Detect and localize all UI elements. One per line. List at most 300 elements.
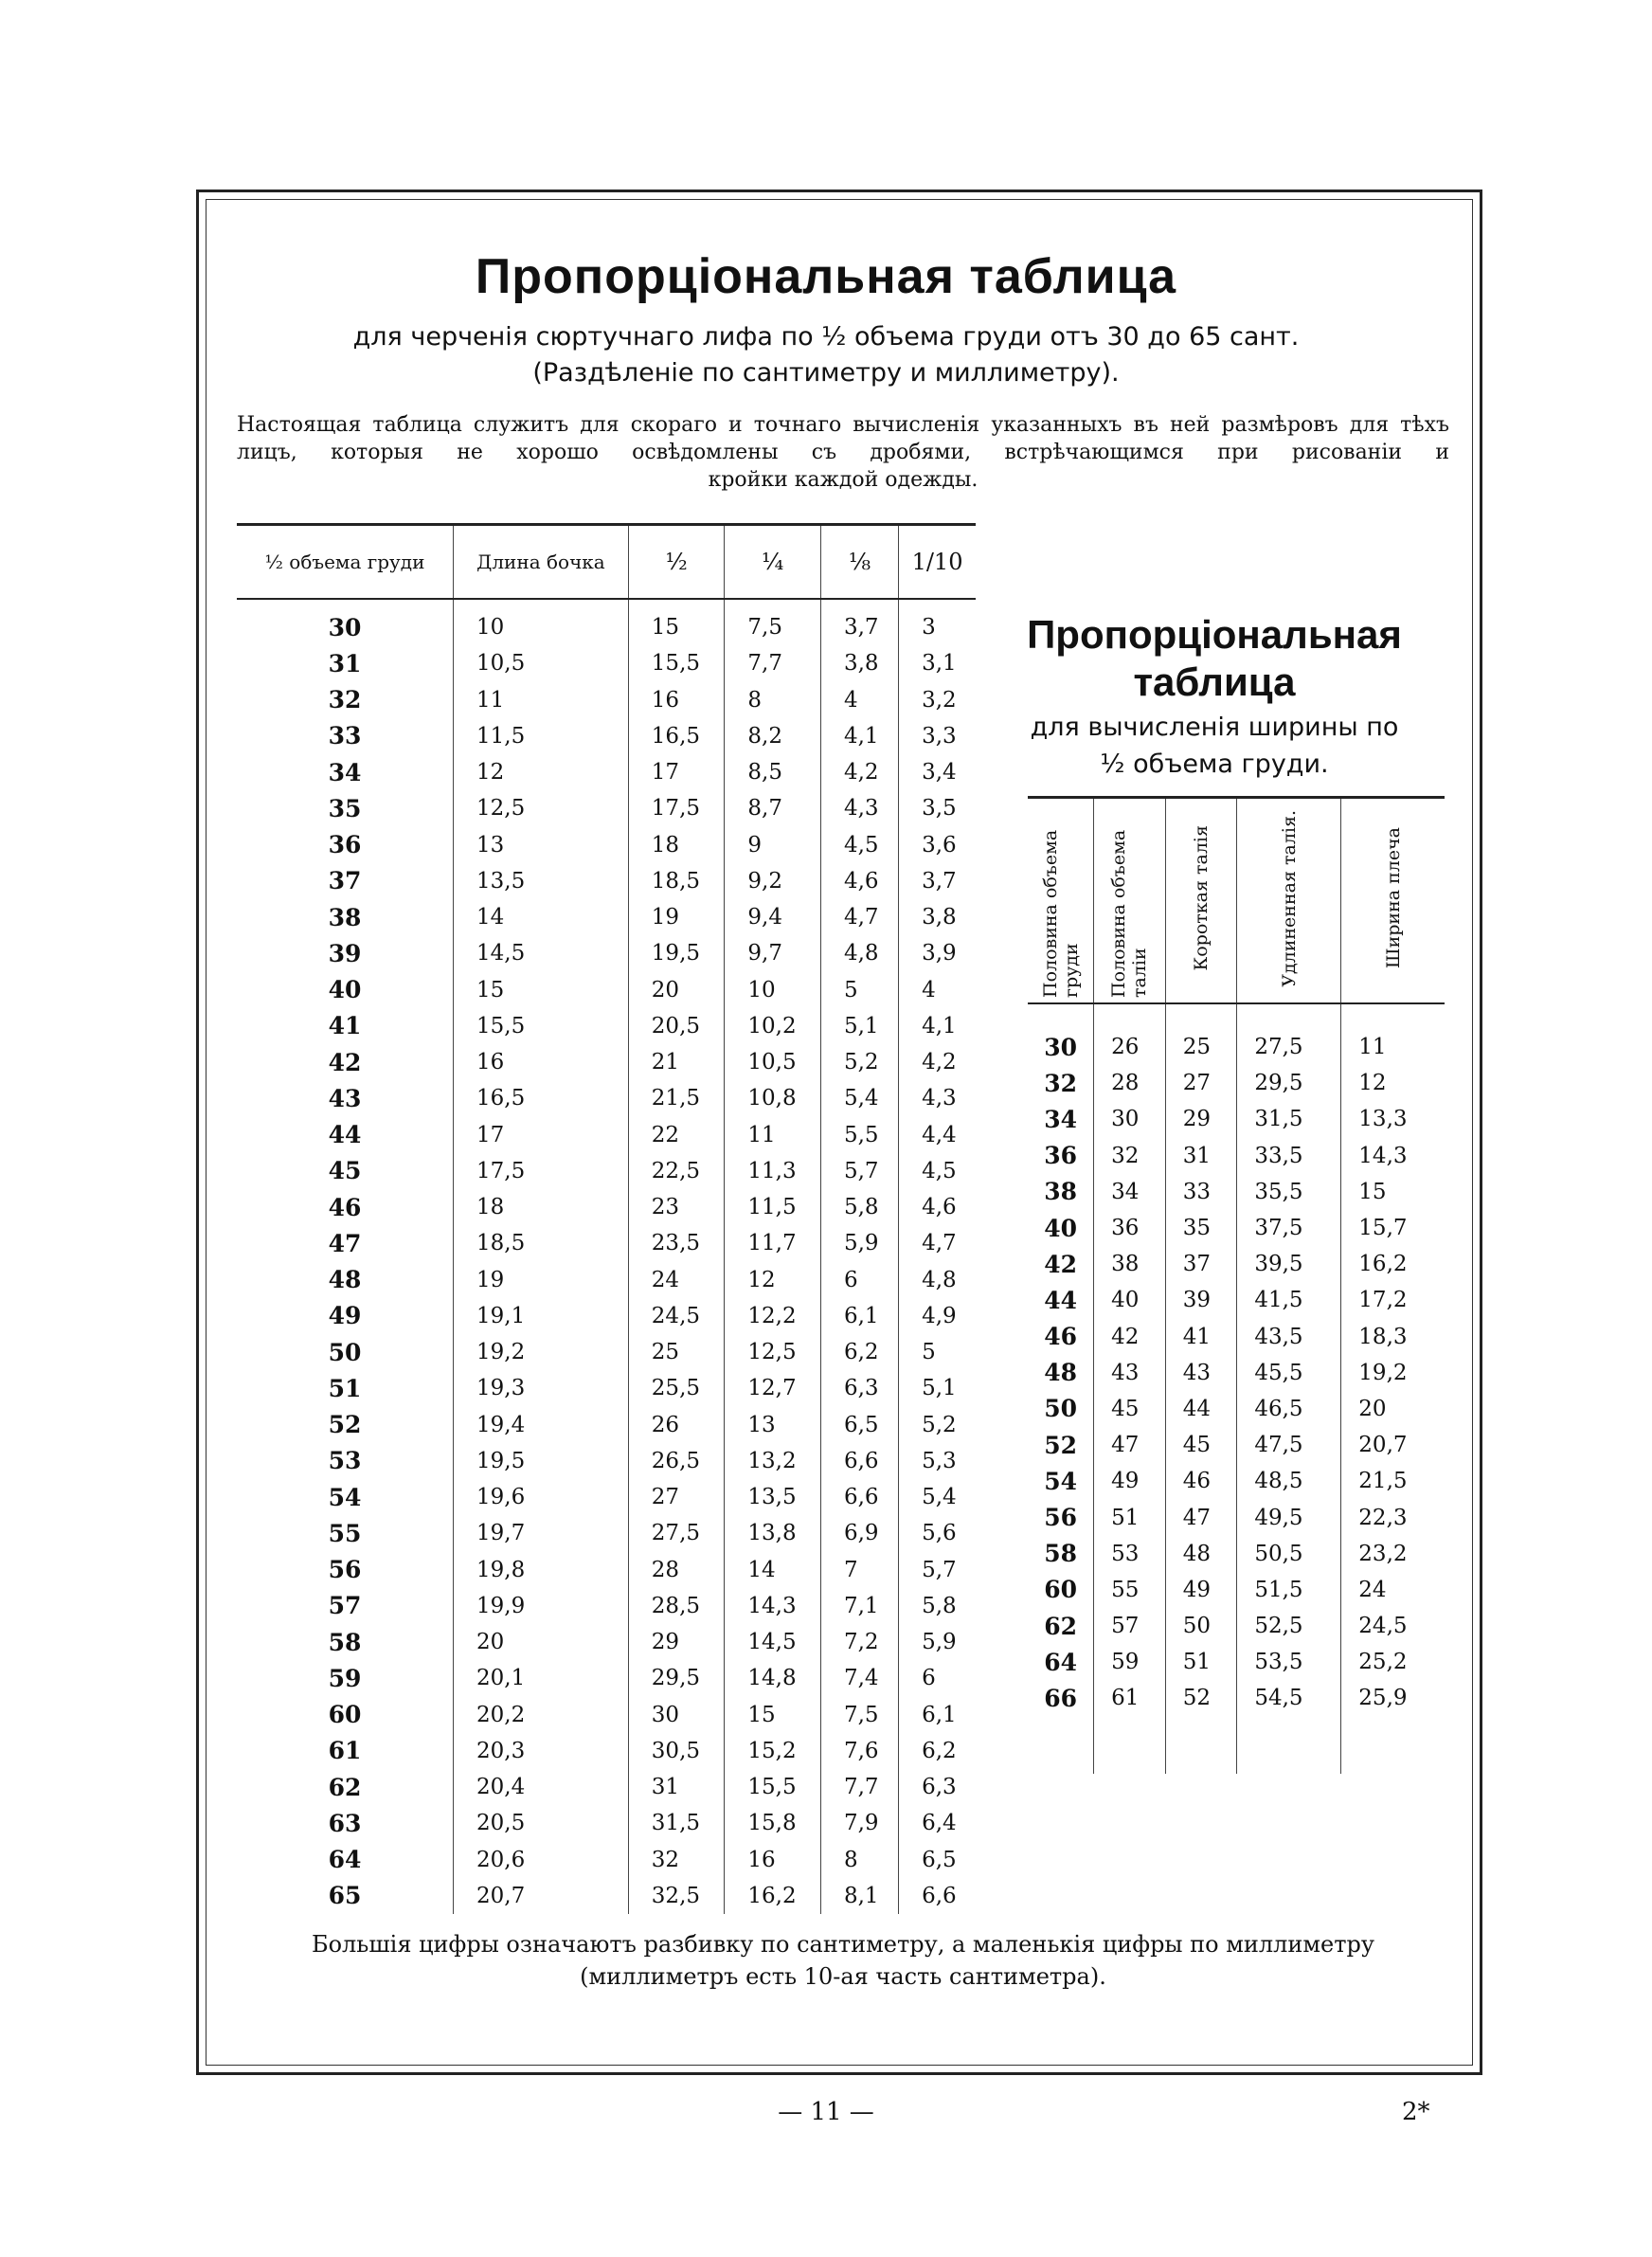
t1-cell: 4,7: [820, 899, 898, 935]
t2-cell: 59: [1094, 1644, 1166, 1680]
t1-cell: 32: [328, 686, 362, 714]
t1-cell: 4,1: [899, 1008, 976, 1044]
t2-cell: 17,2: [1341, 1282, 1445, 1318]
t2-cell: 40: [1094, 1282, 1166, 1318]
t1-cell: 7,5: [725, 599, 821, 645]
t1-cell: 31: [628, 1769, 725, 1805]
t1-cell: 64: [328, 1846, 362, 1874]
t1-cell: 20,3: [454, 1733, 629, 1769]
t2-cell: 44: [1044, 1286, 1077, 1314]
t2-cell: 39,5: [1237, 1246, 1341, 1282]
table-row: [237, 1588, 976, 1624]
t1-cell: 20,7: [454, 1878, 629, 1914]
t2-cell: 24: [1341, 1572, 1445, 1608]
t1-cell: 6,6: [820, 1479, 898, 1515]
table-row: [237, 899, 976, 935]
t2-header-4: [1341, 798, 1445, 1004]
t1-cell: 5,4: [820, 1080, 898, 1116]
t1-cell: 4,6: [820, 863, 898, 899]
side-table-subtitle: [1006, 709, 1423, 783]
table-row: [237, 1370, 976, 1406]
side-title-line-1: Пропорціональная: [1027, 612, 1402, 657]
t1-cell: 58: [328, 1628, 362, 1656]
footer-line-1: Большія цифры означаютъ разбивку по сантиметру, а маленькія цифры по миллиметру: [311, 1931, 1375, 1958]
t1-cell: 14,8: [725, 1660, 821, 1696]
t2-cell: 52: [1044, 1431, 1077, 1459]
t2-cell: 48,5: [1237, 1463, 1341, 1499]
table-row: [237, 1189, 976, 1225]
t1-cell: 14: [725, 1552, 821, 1588]
table-tail-spacer: [1028, 1717, 1445, 1774]
t1-cell: 48: [328, 1266, 362, 1294]
t1-cell: 6,2: [899, 1733, 976, 1769]
t1-cell: 5,9: [899, 1624, 976, 1660]
t1-cell: 5,9: [820, 1225, 898, 1261]
t1-header-label: 1/10: [911, 549, 963, 575]
t1-cell: 60: [328, 1701, 362, 1729]
t1-cell: 3,5: [899, 790, 976, 826]
t1-cell: 20,5: [628, 1008, 725, 1044]
table-row: [1028, 1608, 1445, 1644]
t1-cell: 11,7: [725, 1225, 821, 1261]
t2-cell: 29,5: [1237, 1065, 1341, 1101]
t2-cell: 43,5: [1237, 1319, 1341, 1355]
t1-cell: 21: [628, 1044, 725, 1080]
t1-cell: 6,5: [820, 1407, 898, 1443]
t1-cell: 7,1: [820, 1588, 898, 1624]
t2-cell: 46,5: [1237, 1391, 1341, 1427]
t1-cell: 20,4: [454, 1769, 629, 1805]
t2-cell: 19,2: [1341, 1355, 1445, 1391]
t1-cell: 10,5: [454, 645, 629, 681]
t2-cell: 22,3: [1341, 1499, 1445, 1535]
table-row: [237, 645, 976, 681]
t2-cell: 27: [1165, 1065, 1237, 1101]
t1-cell: 28: [628, 1552, 725, 1588]
t2-cell: 49: [1094, 1463, 1166, 1499]
t1-cell: 6,2: [820, 1334, 898, 1370]
t1-cell: 19: [628, 899, 725, 935]
t1-cell: 15: [725, 1697, 821, 1733]
t1-cell: 11,5: [454, 718, 629, 754]
t1-cell: 28,5: [628, 1588, 725, 1624]
t2-cell: 33: [1165, 1174, 1237, 1210]
t2-cell: 44: [1165, 1391, 1237, 1427]
t1-cell: 4,4: [899, 1117, 976, 1153]
t1-cell: 16: [725, 1842, 821, 1878]
t2-cell: 12: [1341, 1065, 1445, 1101]
t1-cell: 45: [328, 1157, 362, 1185]
t1-cell: 27,5: [628, 1515, 725, 1551]
table-row: [237, 1443, 976, 1479]
t2-cell: 28: [1094, 1065, 1166, 1101]
t1-cell: 43: [328, 1084, 362, 1112]
t1-cell: 11: [725, 1117, 821, 1153]
t1-cell: 10,2: [725, 1008, 821, 1044]
t1-cell: 34: [328, 758, 362, 786]
t1-cell: 18: [454, 1189, 629, 1225]
t1-cell: 47: [328, 1229, 362, 1257]
t1-cell: 19,2: [454, 1334, 629, 1370]
t1-cell: 32: [628, 1842, 725, 1878]
table-row: [1028, 1319, 1445, 1355]
t1-cell: 3,8: [899, 899, 976, 935]
t1-cell: 20: [628, 972, 725, 1008]
t2-cell: 54: [1044, 1467, 1077, 1495]
t2-cell: 24,5: [1341, 1608, 1445, 1644]
t1-cell: 16: [628, 682, 725, 718]
t2-cell: 49,5: [1237, 1499, 1341, 1535]
t1-cell: 10,5: [725, 1044, 821, 1080]
table-row: [237, 754, 976, 790]
t2-cell: 48: [1165, 1536, 1237, 1572]
t2-cell: 42: [1044, 1250, 1077, 1278]
t1-cell: 11: [454, 682, 629, 718]
t1-cell: 4,8: [820, 935, 898, 971]
t2-cell: 37: [1165, 1246, 1237, 1282]
table-row: [237, 599, 976, 645]
t1-cell: 4,9: [899, 1298, 976, 1334]
t2-cell: 46: [1165, 1463, 1237, 1499]
page-title: Пропорціональная таблица: [475, 249, 1177, 304]
subtitle-line-1: для черченія сюртучнаго лифа по ½ объема груди отъ 30 до 65 сант.: [352, 322, 1300, 352]
width-table: [1028, 796, 1445, 1774]
t1-cell: 6,3: [899, 1769, 976, 1805]
t2-header-0: [1028, 798, 1094, 1004]
table-row: [1028, 1463, 1445, 1499]
t1-cell: 5,3: [899, 1443, 976, 1479]
table-row: [237, 1334, 976, 1370]
t1-cell: 5,1: [899, 1370, 976, 1406]
t1-cell: 56: [328, 1556, 362, 1584]
t1-cell: 35: [328, 794, 362, 822]
t2-cell: 23,2: [1341, 1536, 1445, 1572]
t1-cell: 3,9: [899, 935, 976, 971]
t1-cell: 13,2: [725, 1443, 821, 1479]
t1-cell: 33: [328, 722, 362, 750]
t1-cell: 20,1: [454, 1660, 629, 1696]
table-row: [1028, 1138, 1445, 1174]
table-row: [237, 1117, 976, 1153]
t1-cell: 7,9: [820, 1805, 898, 1841]
table-row: [1028, 1680, 1445, 1716]
t1-cell: 19,5: [454, 1443, 629, 1479]
t2-cell: 43: [1165, 1355, 1237, 1391]
t1-cell: 51: [328, 1374, 362, 1402]
t1-cell: 31: [328, 649, 362, 677]
t1-cell: 4: [899, 972, 976, 1008]
t1-cell: 8,1: [820, 1878, 898, 1914]
table-row: [237, 1842, 976, 1878]
t1-cell: 63: [328, 1809, 362, 1837]
t1-cell: 23,5: [628, 1225, 725, 1261]
t2-cell: 56: [1044, 1504, 1077, 1532]
signature-mark: 2*: [1402, 2098, 1430, 2126]
t2-cell: 16,2: [1341, 1246, 1445, 1282]
table-row: [237, 1805, 976, 1841]
t1-cell: 7,6: [820, 1733, 898, 1769]
t2-cell: 27,5: [1237, 1003, 1341, 1065]
t1-cell: 6,6: [899, 1878, 976, 1914]
t1-header-0: [237, 525, 454, 600]
page-number: — 11 —: [778, 2098, 874, 2126]
t1-cell: 6,1: [899, 1697, 976, 1733]
t1-cell: 12,7: [725, 1370, 821, 1406]
t2-cell: 14,3: [1341, 1138, 1445, 1174]
table-row: [1028, 1101, 1445, 1137]
t2-cell: 45: [1094, 1391, 1166, 1427]
t2-header-1: [1094, 798, 1166, 1004]
t1-cell: 11,3: [725, 1153, 821, 1189]
t2-cell: 20: [1341, 1391, 1445, 1427]
t2-cell: 50: [1165, 1608, 1237, 1644]
t2-cell: 40: [1044, 1214, 1077, 1242]
side-title-line-2: таблица: [1133, 659, 1296, 704]
t1-cell: 6,3: [820, 1370, 898, 1406]
t2-cell: 25,2: [1341, 1644, 1445, 1680]
t1-cell: 6,1: [820, 1298, 898, 1334]
t1-cell: 38: [328, 903, 362, 931]
table-row: [237, 1660, 976, 1696]
t2-header-label: Половина объема таліи: [1108, 829, 1151, 998]
t2-cell: 58: [1044, 1540, 1077, 1568]
t1-cell: 25,5: [628, 1370, 725, 1406]
t1-cell: 30: [328, 613, 362, 641]
t2-cell: 45,5: [1237, 1355, 1341, 1391]
table-row: [237, 1298, 976, 1334]
t1-cell: 23: [628, 1189, 725, 1225]
t1-cell: 5,8: [899, 1588, 976, 1624]
table-row: [237, 682, 976, 718]
t1-cell: 12: [454, 754, 629, 790]
t1-cell: 19,9: [454, 1588, 629, 1624]
t2-cell: 37,5: [1237, 1210, 1341, 1246]
t2-cell: 52,5: [1237, 1608, 1341, 1644]
t2-spacer-cell: [1165, 1717, 1237, 1774]
table-row: [237, 1225, 976, 1261]
t1-cell: 4,5: [899, 1153, 976, 1189]
t1-cell: 5,5: [820, 1117, 898, 1153]
t1-cell: 19,7: [454, 1515, 629, 1551]
t1-cell: 5,2: [899, 1407, 976, 1443]
t1-cell: 8,7: [725, 790, 821, 826]
t2-cell: 20,7: [1341, 1427, 1445, 1463]
t2-cell: 38: [1094, 1246, 1166, 1282]
t2-cell: 34: [1094, 1174, 1166, 1210]
t2-cell: 38: [1044, 1178, 1077, 1206]
t1-cell: 19,5: [628, 935, 725, 971]
t2-cell: 29: [1165, 1101, 1237, 1137]
t1-cell: 22: [628, 1117, 725, 1153]
t1-header-4: [820, 525, 898, 600]
t1-cell: 7,2: [820, 1624, 898, 1660]
t1-cell: 18: [628, 827, 725, 863]
intro-text: Настоящая таблица служитъ для скораго и точнаго вычисленія указанныхъ въ ней размѣровъ для тѣхъ лицъ, которыя не хорошо освѣдомлены съ дробями, встрѣчающимся при рисованіи и: [237, 413, 1449, 464]
t1-cell: 9: [725, 827, 821, 863]
t1-cell: 29: [628, 1624, 725, 1660]
t1-cell: 3,7: [820, 599, 898, 645]
t2-cell: 66: [1044, 1684, 1077, 1712]
t1-cell: 15: [628, 599, 725, 645]
table-row: [237, 1262, 976, 1298]
t1-cell: 15: [454, 972, 629, 1008]
table-row: [1028, 1355, 1445, 1391]
table-row: [237, 1044, 976, 1080]
t1-header-label: ¼: [762, 549, 784, 575]
t1-cell: 13: [454, 827, 629, 863]
t1-cell: 49: [328, 1302, 362, 1330]
t2-cell: 41,5: [1237, 1282, 1341, 1318]
t1-cell: 17: [628, 754, 725, 790]
table-row: [237, 827, 976, 863]
t2-header-label: Удлиненная талія.: [1278, 809, 1300, 987]
t1-cell: 3: [899, 599, 976, 645]
t1-cell: 55: [328, 1519, 362, 1547]
t1-cell: 16,5: [628, 718, 725, 754]
intro-paragraph: [237, 411, 1449, 494]
t1-cell: 29,5: [628, 1660, 725, 1696]
table-row: [1028, 1391, 1445, 1427]
table-row: [237, 1479, 976, 1515]
intro-text-end: кройки каждой одежды.: [708, 468, 979, 492]
t1-cell: 18,5: [628, 863, 725, 899]
t2-cell: 42: [1094, 1319, 1166, 1355]
t1-cell: 3,1: [899, 645, 976, 681]
t1-header-2: [628, 525, 725, 600]
t1-cell: 50: [328, 1338, 362, 1366]
t1-cell: 42: [328, 1048, 362, 1076]
t1-cell: 8,5: [725, 754, 821, 790]
t1-cell: 4: [820, 682, 898, 718]
t1-cell: 5,2: [820, 1044, 898, 1080]
table-row: [1028, 1427, 1445, 1463]
footer-note: [237, 1928, 1449, 1993]
t1-cell: 3,3: [899, 718, 976, 754]
t2-cell: 32: [1094, 1138, 1166, 1174]
t2-cell: 35: [1165, 1210, 1237, 1246]
table-row: [237, 718, 976, 754]
t1-cell: 17,5: [454, 1153, 629, 1189]
t2-cell: 41: [1165, 1319, 1237, 1355]
t1-cell: 7: [820, 1552, 898, 1588]
t2-cell: 31,5: [1237, 1101, 1341, 1137]
t2-cell: 50: [1044, 1395, 1077, 1423]
t1-cell: 21,5: [628, 1080, 725, 1116]
t1-cell: 5,7: [899, 1552, 976, 1588]
t1-cell: 7,4: [820, 1660, 898, 1696]
t2-cell: 51: [1094, 1499, 1166, 1535]
t1-cell: 59: [328, 1664, 362, 1692]
t1-cell: 8,2: [725, 718, 821, 754]
t1-cell: 20: [454, 1624, 629, 1660]
t1-cell: 40: [328, 976, 362, 1004]
table-row: [1028, 1572, 1445, 1608]
t1-header-1: [454, 525, 629, 600]
t2-cell: 32: [1044, 1069, 1077, 1097]
t1-cell: 15,8: [725, 1805, 821, 1841]
table-row: [237, 1733, 976, 1769]
table-row: [237, 1153, 976, 1189]
t2-cell: 53: [1094, 1536, 1166, 1572]
table-row: [237, 1515, 976, 1551]
t1-cell: 19,3: [454, 1370, 629, 1406]
t2-cell: 43: [1094, 1355, 1166, 1391]
t1-cell: 15,5: [725, 1769, 821, 1805]
t1-header-5: [899, 525, 976, 600]
t2-cell: 57: [1094, 1608, 1166, 1644]
t2-cell: 36: [1044, 1142, 1077, 1170]
t1-cell: 24,5: [628, 1298, 725, 1334]
t2-cell: 48: [1044, 1359, 1077, 1387]
t1-cell: 17: [454, 1117, 629, 1153]
t1-cell: 20,2: [454, 1697, 629, 1733]
table-row: [1028, 1644, 1445, 1680]
t2-cell: 47: [1094, 1427, 1166, 1463]
t1-header-label: ½: [665, 549, 688, 575]
table-row: [237, 1769, 976, 1805]
t1-cell: 25: [628, 1334, 725, 1370]
t1-cell: 14,5: [725, 1624, 821, 1660]
t1-cell: 9,4: [725, 899, 821, 935]
t1-cell: 57: [328, 1592, 362, 1620]
table-row: [1028, 1065, 1445, 1101]
t1-cell: 16,2: [725, 1878, 821, 1914]
t2-cell: 35,5: [1237, 1174, 1341, 1210]
t1-cell: 4,3: [820, 790, 898, 826]
t1-cell: 5,6: [899, 1515, 976, 1551]
t1-cell: 5: [899, 1334, 976, 1370]
t1-cell: 4,1: [820, 718, 898, 754]
t1-cell: 30,5: [628, 1733, 725, 1769]
t1-cell: 30: [628, 1697, 725, 1733]
t1-cell: 4,2: [899, 1044, 976, 1080]
t2-cell: 21,5: [1341, 1463, 1445, 1499]
t1-cell: 54: [328, 1483, 362, 1511]
table-row: [237, 1624, 976, 1660]
t1-cell: 61: [328, 1737, 362, 1765]
t1-cell: 19: [454, 1262, 629, 1298]
t1-cell: 65: [328, 1882, 362, 1910]
t1-cell: 15,5: [454, 1008, 629, 1044]
t1-cell: 6,6: [820, 1443, 898, 1479]
t1-cell: 9,7: [725, 935, 821, 971]
t1-cell: 4,7: [899, 1225, 976, 1261]
t1-cell: 5,7: [820, 1153, 898, 1189]
t1-cell: 14,5: [454, 935, 629, 971]
t1-cell: 7,7: [820, 1769, 898, 1805]
t1-cell: 62: [328, 1773, 362, 1801]
t2-cell: 39: [1165, 1282, 1237, 1318]
t2-cell: 61: [1094, 1680, 1166, 1716]
table-row: [1028, 1282, 1445, 1318]
side-subtitle-line-1: для вычисленія ширины по: [1030, 713, 1399, 742]
t2-cell: 51: [1165, 1644, 1237, 1680]
t1-cell: 6,4: [899, 1805, 976, 1841]
t2-cell: 45: [1165, 1427, 1237, 1463]
t1-cell: 24: [628, 1262, 725, 1298]
t1-cell: 12,5: [454, 790, 629, 826]
t2-header-label: Половина объема груди: [1039, 829, 1082, 998]
t2-cell: 55: [1094, 1572, 1166, 1608]
t1-cell: 4,2: [820, 754, 898, 790]
t2-cell: 50,5: [1237, 1536, 1341, 1572]
t1-header-label: ½ объема груди: [264, 551, 425, 573]
t2-spacer-cell: [1341, 1717, 1445, 1774]
t2-cell: 60: [1044, 1576, 1077, 1604]
t1-cell: 8: [820, 1842, 898, 1878]
t1-cell: 10,8: [725, 1080, 821, 1116]
table-row: [1028, 1499, 1445, 1535]
